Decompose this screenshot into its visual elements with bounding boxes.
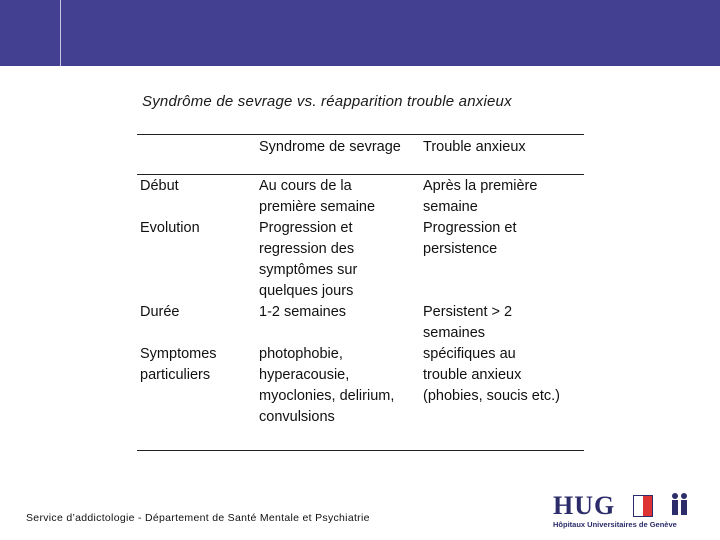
banner-divider bbox=[60, 0, 61, 66]
header-sevrage: Syndrome de sevrage bbox=[259, 139, 401, 155]
row-label: Durée bbox=[140, 304, 180, 320]
table-top-rule bbox=[137, 134, 584, 135]
cell-sevrage: photophobie, hyperacousie, myoclonies, delirium, convulsions bbox=[259, 346, 395, 425]
footer-text: Service d’addictologie - Département de Santé Mentale et Psychiatrie bbox=[26, 512, 370, 524]
cell-anxieux: spécifiques au trouble anxieux (phobies, soucis etc.) bbox=[423, 346, 561, 404]
row-label: Début bbox=[140, 178, 179, 194]
cell-sevrage: Progression et regression des symptômes sur quelques jours bbox=[259, 220, 358, 299]
geneva-shield-icon bbox=[633, 495, 653, 517]
cell-anxieux: Après la première semaine bbox=[423, 178, 538, 215]
cell-sevrage: 1-2 semaines bbox=[259, 304, 347, 320]
logo-subtitle: Hôpitaux Universitaires de Genève bbox=[553, 520, 677, 529]
row-label: Symptomes particuliers bbox=[140, 346, 217, 383]
slide-title: Syndrôme de sevrage vs. réapparition trouble anxieux bbox=[142, 93, 512, 110]
logo-acronym: HUG bbox=[553, 491, 616, 520]
row-label: Evolution bbox=[140, 220, 200, 236]
people-icon bbox=[669, 492, 689, 516]
table-bottom-rule bbox=[137, 450, 584, 451]
header-banner bbox=[0, 0, 720, 66]
cell-sevrage: Au cours de la première semaine bbox=[259, 178, 376, 215]
header-anxieux: Trouble anxieux bbox=[423, 139, 526, 155]
hug-logo bbox=[550, 491, 690, 531]
cell-anxieux: Progression et persistence bbox=[423, 220, 517, 257]
cell-anxieux: Persistent > 2 semaines bbox=[423, 304, 513, 341]
table-header-rule bbox=[137, 174, 584, 175]
